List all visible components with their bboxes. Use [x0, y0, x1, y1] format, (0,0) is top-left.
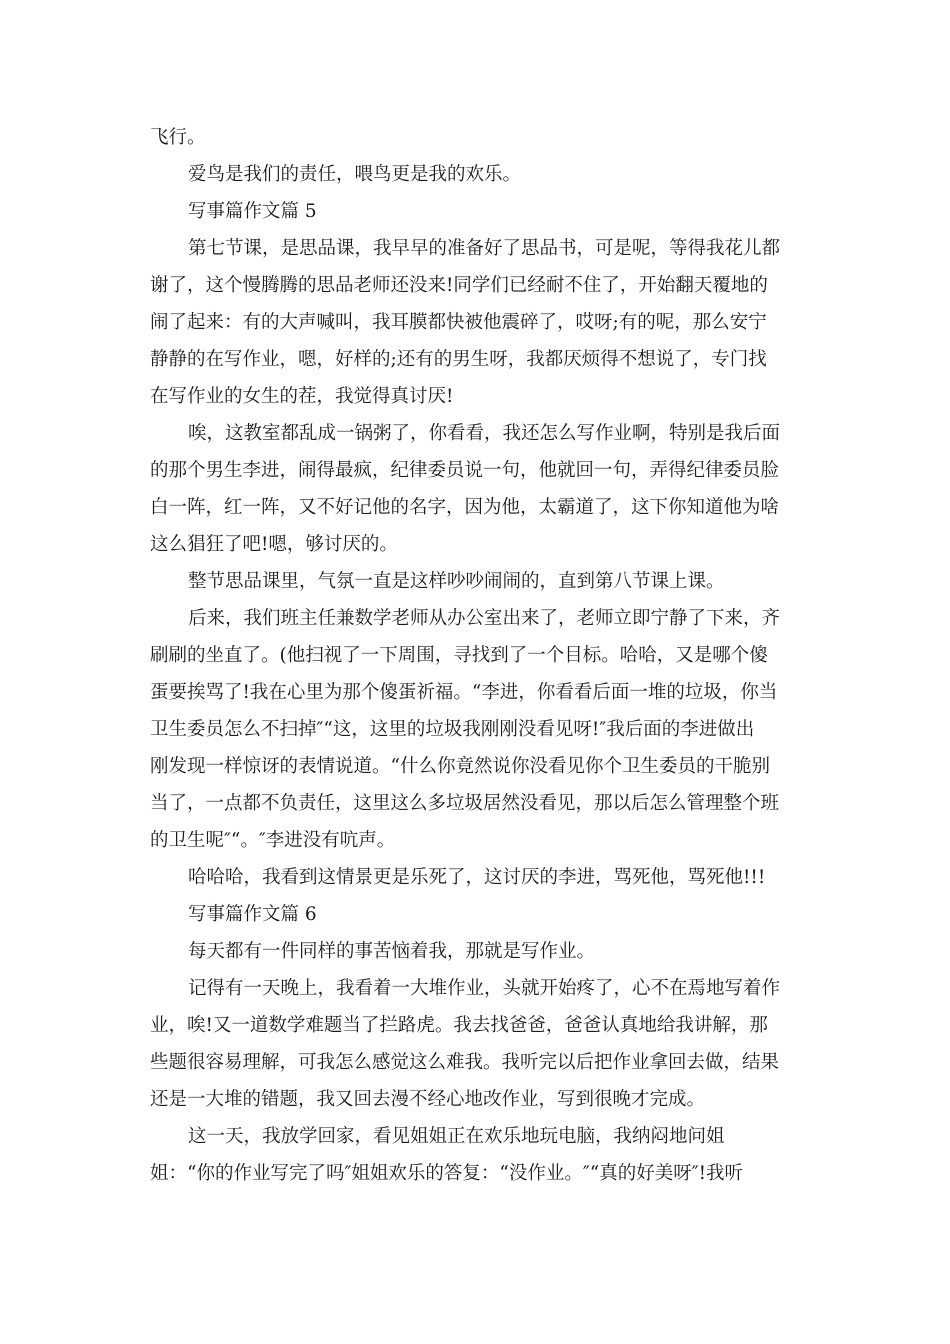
text-line: 记得有一天晚上，我看着一大堆作业，头就开始疼了，心不在焉地写着作 [188, 978, 781, 999]
text-line: 刚发现一样惊讶的表情说道。“什么你竟然说你没看见你个卫生委员的干脆别 [150, 756, 770, 777]
text-line: 刷刷的坐直了。(他扫视了一下周围，寻找到了一个目标。哈哈，又是哪个傻 [150, 645, 768, 666]
text-line: 蛋要挨骂了!我在心里为那个傻蛋祈福。“李进，你看看后面一堆的垃圾，你当 [150, 682, 778, 703]
text-line: 在写作业的女生的茬，我觉得真讨厌! [150, 386, 454, 407]
text-line: 业，唉!又一道数学难题当了拦路虎。我去找爸爸，爸爸认真地给我讲解，那 [150, 1015, 768, 1036]
text-line: 当了，一点都不负责任，这里这么多垃圾居然没看见，那以后怎么管理整个班 [150, 793, 780, 814]
text-line: 每天都有一件同样的事苦恼着我，那就是写作业。 [188, 941, 596, 962]
text-line: 白一阵，红一阵，又不好记他的名字，因为他，太霸道了，这下你知道他为啥 [150, 497, 780, 518]
text-line: 姐：“你的作业写完了吗″姐姐欢乐的答复：“没作业。″“真的好美呀″!我听 [150, 1163, 744, 1184]
section-heading: 写事篇作文篇 6 [188, 904, 317, 925]
text-line: 还是一大堆的错题，我又回去漫不经心地改作业，写到很晚才完成。 [150, 1089, 706, 1110]
text-line: 的那个男生李进，闹得最疯，纪律委员说一句，他就回一句，弄得纪律委员脸 [150, 460, 780, 481]
text-line: 卫生委员怎么不扫掉″“这，这里的垃圾我刚刚没看见呀!″我后面的李进做出 [150, 719, 755, 740]
text-line: 整节思品课里，气氛一直是这样吵吵闹闹的，直到第八节课上课。 [188, 571, 725, 592]
text-line: 些题很容易理解，可我怎么感觉这么难我。我听完以后把作业拿回去做，结果 [150, 1052, 780, 1073]
text-line: 闹了起来：有的大声喊叫，我耳膜都快被他震碎了，哎呀;有的呢，那么安宁 [150, 312, 767, 333]
text-line: 爱鸟是我们的责任，喂鸟更是我的欢乐。 [188, 164, 522, 185]
text-line: 哈哈哈，我看到这情景更是乐死了，这讨厌的李进，骂死他，骂死他!!! [188, 867, 766, 888]
text-line: 这一天，我放学回家，看见姐姐正在欢乐地玩电脑，我纳闷地问姐 [188, 1126, 725, 1147]
text-line: 静静的在写作业，嗯，好样的;还有的男生呀，我都厌烦得不想说了，专门找 [150, 349, 767, 370]
section-heading: 写事篇作文篇 5 [188, 201, 317, 222]
text-line: 飞行。 [150, 127, 206, 148]
text-line: 的卫生呢″“。″李进没有吭声。 [150, 830, 396, 851]
text-line: 第七节课，是思品课，我早早的准备好了思品书，可是呢，等得我花儿都 [188, 238, 781, 259]
text-line: 唉，这教室都乱成一锅粥了，你看看，我还怎么写作业啊，特别是我后面 [188, 423, 781, 444]
text-line: 后来，我们班主任兼数学老师从办公室出来了，老师立即宁静了下来，齐 [188, 608, 781, 629]
text-line: 谢了，这个慢腾腾的思品老师还没来!同学们已经耐不住了，开始翻天覆地的 [150, 275, 768, 296]
text-line: 这么猖狂了吧!嗯，够讨厌的。 [150, 534, 398, 555]
